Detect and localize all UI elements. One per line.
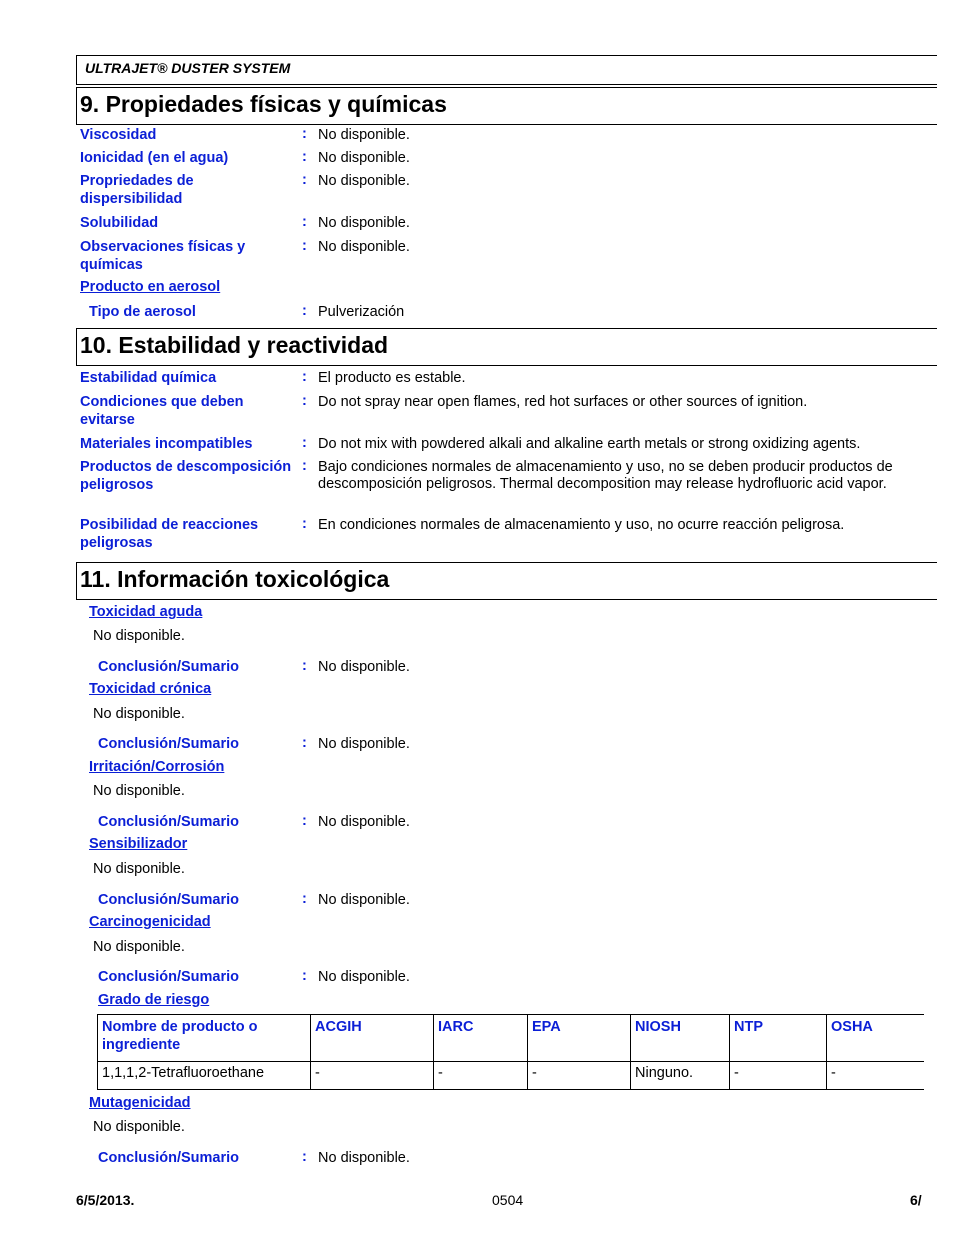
conclusion-value: No disponible. xyxy=(318,1150,410,1166)
colon: : xyxy=(302,458,307,474)
conclusion-label: Conclusión/Sumario xyxy=(98,1150,239,1166)
irritation-link[interactable]: Irritación/Corrosión xyxy=(89,759,225,775)
solubility-value: No disponible. xyxy=(318,215,410,231)
cell-acgih: - xyxy=(311,1062,434,1090)
chemical-stability-label: Estabilidad química xyxy=(80,370,217,386)
header-iarc: IARC xyxy=(434,1015,528,1062)
incompatible-materials-value: Do not mix with powdered alkali and alkaline earth metals or strong oxidizing agents. xyxy=(318,436,861,452)
decomposition-products-label: Productos de descomposición peligrosos xyxy=(80,459,292,493)
dispersibility-value: No disponible. xyxy=(318,173,410,189)
section-9-heading: 9. Propiedades físicas y químicas xyxy=(76,87,937,125)
sensitizer-link[interactable]: Sensibilizador xyxy=(89,836,188,852)
colon: : xyxy=(302,1149,307,1165)
colon: : xyxy=(302,238,307,254)
conclusion-value: No disponible. xyxy=(318,892,410,908)
table-header-row xyxy=(98,1015,925,1062)
observations-label: Observaciones físicas y químicas xyxy=(80,239,246,273)
conclusion-value: No disponible. xyxy=(318,969,410,985)
header-epa: EPA xyxy=(528,1015,631,1062)
hazardous-reactions-label: Posibilidad de reacciones peligrosas xyxy=(80,517,259,551)
irritation-value: No disponible. xyxy=(93,783,185,799)
sensitizer-value: No disponible. xyxy=(93,861,185,877)
colon: : xyxy=(302,735,307,751)
dispersibility-label: Propriedades de dispersibilidad xyxy=(80,173,194,207)
viscosity-value: No disponible. xyxy=(318,127,410,143)
document-header xyxy=(76,55,937,85)
colon: : xyxy=(302,214,307,230)
conclusion-label: Conclusión/Sumario xyxy=(98,659,239,675)
cell-ntp: - xyxy=(730,1062,827,1090)
colon: : xyxy=(302,435,307,451)
colon: : xyxy=(302,369,307,385)
carcinogenicity-link[interactable]: Carcinogenicidad xyxy=(89,914,211,930)
chronic-toxicity-link[interactable]: Toxicidad crónica xyxy=(89,681,212,697)
solubility-label: Solubilidad xyxy=(80,215,159,231)
mutagenicity-link[interactable]: Mutagenicidad xyxy=(89,1095,191,1111)
aerosol-product-link[interactable]: Producto en aerosol xyxy=(80,279,221,295)
conditions-avoid-label: Condiciones que deben evitarse xyxy=(80,394,244,428)
header-ntp: NTP xyxy=(730,1015,827,1062)
chemical-stability-value: El producto es estable. xyxy=(318,370,466,386)
aerosol-type-value: Pulverización xyxy=(318,304,405,320)
colon: : xyxy=(302,658,307,674)
viscosity-label: Viscosidad xyxy=(80,127,157,143)
conclusion-label: Conclusión/Sumario xyxy=(98,969,239,985)
header-osha: OSHA xyxy=(827,1015,925,1062)
carcinogenicity-value: No disponible. xyxy=(93,939,185,955)
colon: : xyxy=(302,393,307,409)
footer-date: 6/5/2013. xyxy=(76,1192,135,1208)
cell-product-name: 1,1,1,2-Tetrafluoroethane xyxy=(98,1062,311,1090)
conclusion-label: Conclusión/Sumario xyxy=(98,814,239,830)
colon: : xyxy=(302,891,307,907)
ionicity-value: No disponible. xyxy=(318,150,410,166)
table-row xyxy=(98,1062,925,1090)
cell-niosh: Ninguno. xyxy=(631,1062,730,1090)
header-acgih: ACGIH xyxy=(311,1015,434,1062)
mutagenicity-value: No disponible. xyxy=(93,1119,185,1135)
colon: : xyxy=(302,813,307,829)
cell-osha: - xyxy=(827,1062,925,1090)
conditions-avoid-value: Do not spray near open flames, red hot surfaces or other sources of ignition. xyxy=(318,394,808,410)
decomposition-products-value: Bajo condiciones normales de almacenamiento y uso, no se deben producir productos de descomposición peligrosos. Thermal decomposition may release hydrofluoric acid vapor. xyxy=(318,459,893,492)
cell-iarc: - xyxy=(434,1062,528,1090)
footer-code: 0504 xyxy=(492,1192,524,1208)
cell-epa: - xyxy=(528,1062,631,1090)
conclusion-value: No disponible. xyxy=(318,659,410,675)
footer-page: 6/ xyxy=(910,1192,922,1208)
colon: : xyxy=(302,303,307,319)
acute-toxicity-link[interactable]: Toxicidad aguda xyxy=(89,604,203,620)
product-title: ULTRAJET® DUSTER SYSTEM xyxy=(85,60,291,76)
acute-toxicity-value: No disponible. xyxy=(93,628,185,644)
hazard-grade-table xyxy=(97,1014,924,1090)
colon: : xyxy=(302,172,307,188)
section-10-heading: 10. Estabilidad y reactividad xyxy=(76,328,937,366)
header-product-name: Nombre de producto o ingrediente xyxy=(98,1015,311,1062)
conclusion-label: Conclusión/Sumario xyxy=(98,736,239,752)
observations-value: No disponible. xyxy=(318,239,410,255)
colon: : xyxy=(302,149,307,165)
hazard-grade-link[interactable]: Grado de riesgo xyxy=(98,992,210,1008)
hazardous-reactions-value: En condiciones normales de almacenamiento y uso, no ocurre reacción peligrosa. xyxy=(318,517,845,533)
conclusion-value: No disponible. xyxy=(318,736,410,752)
incompatible-materials-label: Materiales incompatibles xyxy=(80,436,253,452)
ionicity-label: Ionicidad (en el agua) xyxy=(80,150,229,166)
colon: : xyxy=(302,968,307,984)
colon: : xyxy=(302,516,307,532)
aerosol-type-label: Tipo de aerosol xyxy=(89,304,196,320)
section-11-heading: 11. Información toxicológica xyxy=(76,562,937,600)
header-niosh: NIOSH xyxy=(631,1015,730,1062)
colon: : xyxy=(302,126,307,142)
conclusion-value: No disponible. xyxy=(318,814,410,830)
conclusion-label: Conclusión/Sumario xyxy=(98,892,239,908)
chronic-toxicity-value: No disponible. xyxy=(93,706,185,722)
